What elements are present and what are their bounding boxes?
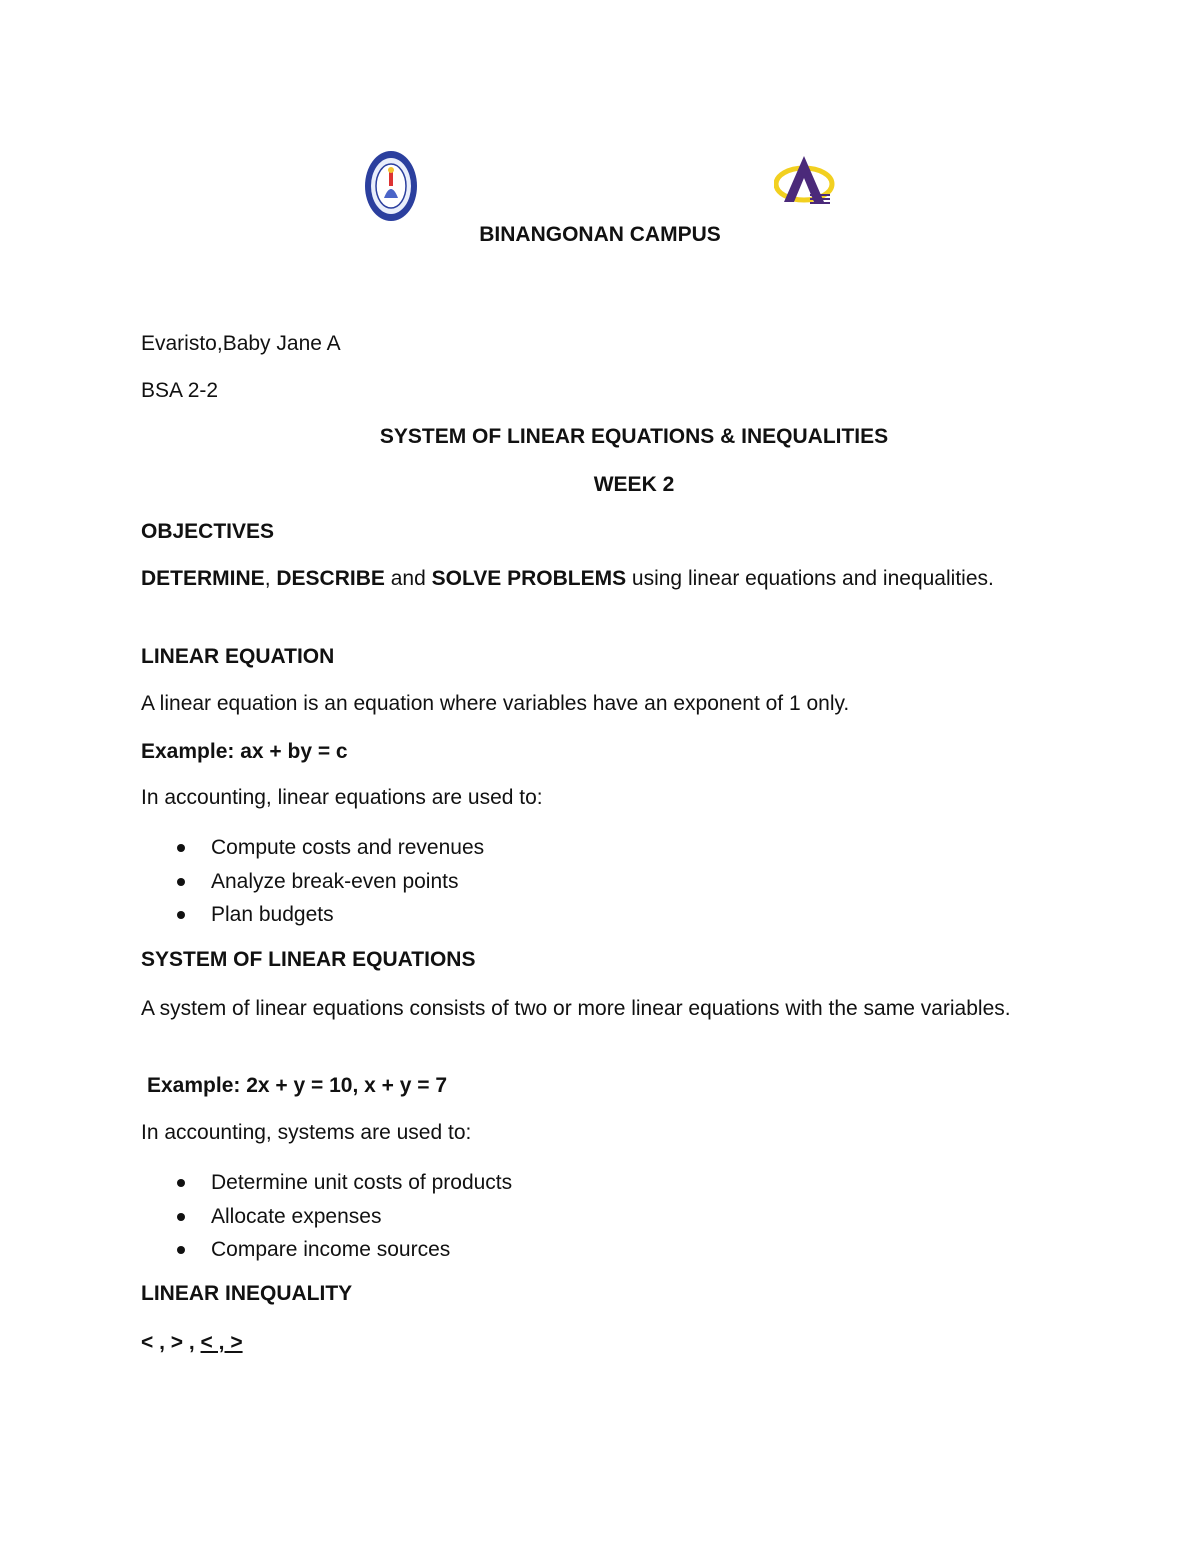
- system-definition: A system of linear equations consists of two or more linear equations with the same variables.: [141, 997, 1011, 1020]
- bullet-icon: [177, 1246, 185, 1254]
- objective-verb-determine: DETERMINE: [141, 567, 265, 590]
- bullet-icon: [177, 1179, 185, 1187]
- bullet-icon: [177, 844, 185, 852]
- document-title: SYSTEM OF LINEAR EQUATIONS & INEQUALITIES: [379, 425, 889, 448]
- university-seal-icon: [364, 150, 418, 222]
- objectives-heading: OBJECTIVES: [141, 520, 275, 543]
- accountancy-logo-icon: [774, 152, 838, 208]
- system-example: Example: 2x + y = 10, x + y = 7: [147, 1074, 448, 1097]
- student-name: Evaristo,Baby Jane A: [141, 332, 341, 355]
- system-uses-intro: In accounting, systems are used to:: [141, 1121, 472, 1144]
- objective-verb-solve: SOLVE PROBLEMS: [431, 567, 627, 590]
- inequality-symbols-plain: < , > ,: [141, 1331, 201, 1354]
- week-label: WEEK 2: [593, 473, 675, 496]
- objective-and: and: [384, 567, 432, 590]
- list-item: Analyze break-even points: [141, 865, 484, 899]
- objective-rest: using linear equations and inequalities.: [626, 567, 994, 590]
- objectives-text: [141, 563, 1059, 595]
- linear-equation-uses-intro: In accounting, linear equations are used to:: [141, 786, 543, 809]
- list-item: Compute costs and revenues: [141, 831, 484, 865]
- inequality-symbols: [141, 1331, 243, 1355]
- campus-name: BINANGONAN CAMPUS: [479, 223, 721, 246]
- bullet-icon: [177, 878, 185, 886]
- bullet-icon: [177, 911, 185, 919]
- linear-equation-example: Example: ax + by = c: [141, 740, 348, 763]
- list-item: Determine unit costs of products: [141, 1166, 512, 1200]
- linear-equation-definition: A linear equation is an equation where variables have an exponent of 1 only.: [141, 692, 850, 715]
- linear-equation-uses-list: [141, 831, 484, 932]
- student-section: BSA 2-2: [141, 379, 219, 402]
- system-heading: SYSTEM OF LINEAR EQUATIONS: [141, 948, 476, 971]
- list-item: Allocate expenses: [141, 1200, 512, 1234]
- linear-equation-heading: LINEAR EQUATION: [141, 645, 335, 668]
- bullet-icon: [177, 1213, 185, 1221]
- list-item: Plan budgets: [141, 898, 484, 932]
- objective-separator: ,: [264, 567, 277, 590]
- objective-verb-describe: DESCRIBE: [276, 567, 385, 590]
- system-uses-list: [141, 1166, 512, 1267]
- linear-inequality-heading: LINEAR INEQUALITY: [141, 1282, 353, 1305]
- list-item: Compare income sources: [141, 1233, 512, 1267]
- inequality-symbols-underlined: < , >: [200, 1331, 243, 1354]
